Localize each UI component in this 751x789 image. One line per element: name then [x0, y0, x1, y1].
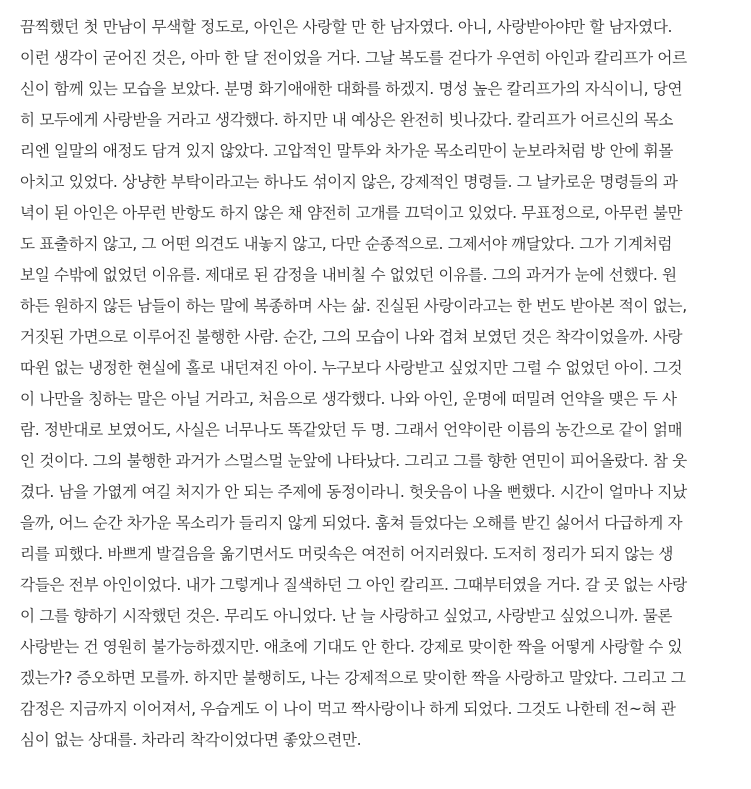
text-line: 따윈 없는 냉정한 현실에 홀로 내던져진 아이. 누구보다 사랑받고 싶었지만 그럴 수 없었던 아이. 그것	[20, 359, 683, 377]
text-line: 이 그를 향하기 시작했던 것은. 무리도 아니었다. 난 늘 사랑하고 싶었고, 사랑받고 싶었으니까. 물론	[20, 607, 673, 625]
text-line: 리엔 일말의 애정도 담겨 있지 않았다. 고압적인 말투와 차가운 목소리만이 눈보라처럼 방 안에 휘몰	[20, 142, 674, 160]
text-line: 감정은 지금까지 이어져서, 우습게도 이 나이 먹고 짝사랑이나 하게 되었다. 그것도 나한테 전~혀 관	[20, 700, 676, 718]
text-line: 각들은 전부 아인이었다. 내가 그렇게나 질색하던 그 아인 칼리프. 그때부터였을 거다. 갈 곳 없는 사랑	[20, 576, 687, 594]
text-line: 아치고 있었다. 상냥한 부탁이라고는 하나도 섞이지 않은, 강제적인 명령들. 그 날카로운 명령들의 과	[20, 173, 678, 191]
text-line: 보일 수밖에 없었던 이유를. 제대로 된 감정을 내비칠 수 없었던 이유를. 그의 과거가 눈에 선했다. 원	[20, 266, 677, 284]
text-line: 겼다. 남을 가엾게 여길 처지가 안 되는 주제에 동정이라니. 헛웃음이 나올 뻔했다. 시간이 얼마나 지났	[20, 483, 687, 501]
article-body	[20, 12, 731, 756]
text-line: 인 것이다. 그의 불행한 과거가 스멀스멀 눈앞에 나타났다. 그리고 그를 향한 연민이 피어올랐다. 참 웃	[20, 452, 687, 470]
text-line: 신이 함께 있는 모습을 보았다. 분명 화기애애한 대화를 하겠지. 명성 높은 칼리프가의 자식이니, 당연	[20, 80, 683, 98]
text-line: 이런 생각이 굳어진 것은, 아마 한 달 전이었을 거다. 그날 복도를 걷다가 우연히 아인과 칼리프가 어르	[20, 49, 687, 67]
text-line: 녁이 된 아인은 아무런 반항도 하지 않은 채 얌전히 고개를 끄덕이고 있었다. 무표정으로, 아무런 불만	[20, 204, 683, 222]
text-line: 심이 없는 상대를. 차라리 착각이었다면 좋았으련만.	[20, 731, 362, 749]
text-line: 히 모두에게 사랑받을 거라고 생각했다. 하지만 내 예상은 완전히 빗나갔다. 칼리프가 어르신의 목소	[20, 111, 674, 129]
text-line: 겠는가? 증오하면 모를까. 하지만 불행히도, 나는 강제적으로 맞이한 짝을 사랑하고 말았다. 그리고 그	[20, 669, 686, 687]
text-line: 하든 원하지 않든 남들이 하는 말에 복종하며 사는 삶. 진실된 사랑이라고는 한 번도 받아본 적이 없는,	[20, 297, 687, 315]
text-line: 사랑받는 건 영원히 불가능하겠지만. 애초에 기대도 안 한다. 강제로 맞이한 짝을 어떻게 사랑할 수 있	[20, 638, 683, 656]
text-line: 이 나만을 칭하는 말은 아닐 거라고, 처음으로 생각했다. 나와 아인, 운명에 떠밀려 언약을 맺은 두 사	[20, 390, 677, 408]
text-line: 끔찍했던 첫 만남이 무색할 정도로, 아인은 사랑할 만 한 남자였다. 아니, 사랑받아야만 할 남자였다.	[20, 18, 673, 36]
text-line: 도 표출하지 않고, 그 어떤 의견도 내놓지 않고, 다만 순종적으로. 그제서야 깨달았다. 그가 기계처럼	[20, 235, 673, 253]
text-line: 거짓된 가면으로 이루어진 불행한 사람. 순간, 그의 모습이 나와 겹쳐 보였던 것은 착각이었을까. 사랑	[20, 328, 683, 346]
text-line: 을까, 어느 순간 차가운 목소리가 들리지 않게 되었다. 훔쳐 들었다는 오해를 받긴 싫어서 다급하게 자	[20, 514, 683, 532]
text-line: 람. 정반대로 보였어도, 사실은 너무나도 똑같았던 두 명. 그래서 언약이란 이름의 농간으로 같이 얽매	[20, 421, 683, 439]
text-line: 리를 피했다. 바쁘게 발걸음을 옮기면서도 머릿속은 여전히 어지러웠다. 도저히 정리가 되지 않는 생	[20, 545, 674, 563]
